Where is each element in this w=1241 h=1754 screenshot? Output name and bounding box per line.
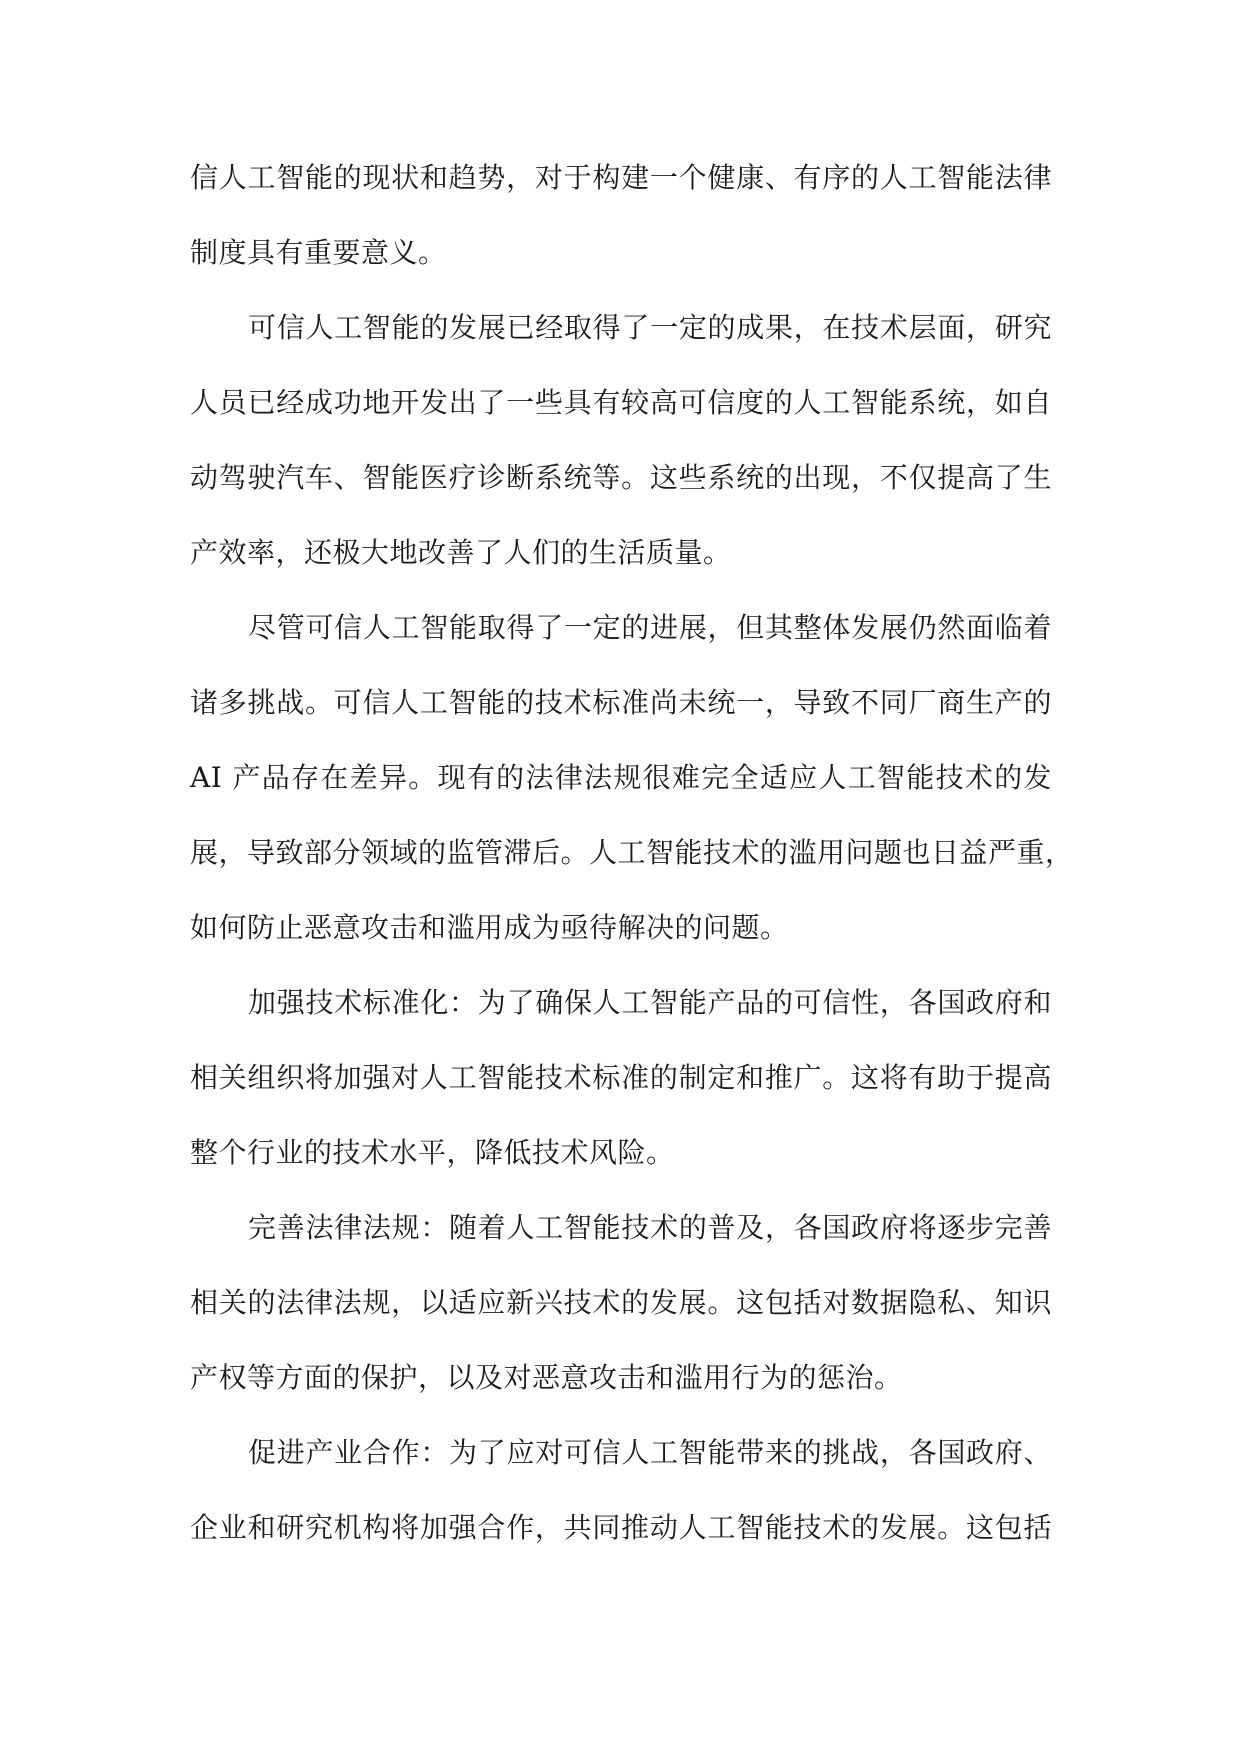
text-line: AI 产品存在差异。现有的法律法规很难完全适应人工智能技术的发 bbox=[190, 761, 1052, 794]
text-line: 促进产业合作：为了应对可信人工智能带来的挑战，各国政府、 bbox=[248, 1436, 1052, 1469]
text-line: 完善法律法规：随着人工智能技术的普及，各国政府将逐步完善 bbox=[248, 1211, 1052, 1244]
text-line: 如何防止恶意攻击和滥用成为亟待解决的问题。 bbox=[190, 911, 789, 944]
paragraph bbox=[190, 140, 1052, 290]
text-line: 动驾驶汽车、智能医疗诊断系统等。这些系统的出现，不仅提高了生 bbox=[190, 461, 1052, 494]
text-line: 人员已经成功地开发出了一些具有较高可信度的人工智能系统，如自 bbox=[190, 386, 1052, 419]
paragraph bbox=[190, 1190, 1052, 1415]
text-line: 加强技术标准化：为了确保人工智能产品的可信性，各国政府和 bbox=[248, 986, 1052, 1019]
text-line: 产权等方面的保护，以及对恶意攻击和滥用行为的惩治。 bbox=[190, 1361, 903, 1394]
text-line: 相关的法律法规，以适应新兴技术的发展。这包括对数据隐私、知识 bbox=[190, 1286, 1052, 1319]
paragraph bbox=[190, 290, 1052, 590]
text-line: 企业和研究机构将加强合作，共同推动人工智能技术的发展。这包括 bbox=[190, 1511, 1052, 1544]
paragraph bbox=[190, 590, 1074, 965]
text-line: 展，导致部分领域的监管滞后。人工智能技术的滥用问题也日益严重， bbox=[190, 836, 1074, 869]
text-line: 尽管可信人工智能取得了一定的进展，但其整体发展仍然面临着 bbox=[248, 611, 1052, 644]
text-line: 制度具有重要意义。 bbox=[190, 236, 447, 269]
text-line: 信人工智能的现状和趋势，对于构建一个健康、有序的人工智能法律 bbox=[190, 161, 1052, 194]
text-line: 可信人工智能的发展已经取得了一定的成果，在技术层面，研究 bbox=[248, 311, 1052, 344]
text-line: 产效率，还极大地改善了人们的生活质量。 bbox=[190, 536, 732, 569]
document-body bbox=[190, 140, 1074, 1565]
paragraph bbox=[190, 1415, 1052, 1565]
text-line: 相关组织将加强对人工智能技术标准的制定和推广。这将有助于提高 bbox=[190, 1061, 1052, 1094]
text-line: 整个行业的技术水平，降低技术风险。 bbox=[190, 1136, 675, 1169]
text-line: 诸多挑战。可信人工智能的技术标准尚未统一，导致不同厂商生产的 bbox=[190, 686, 1052, 719]
paragraph bbox=[190, 965, 1052, 1190]
